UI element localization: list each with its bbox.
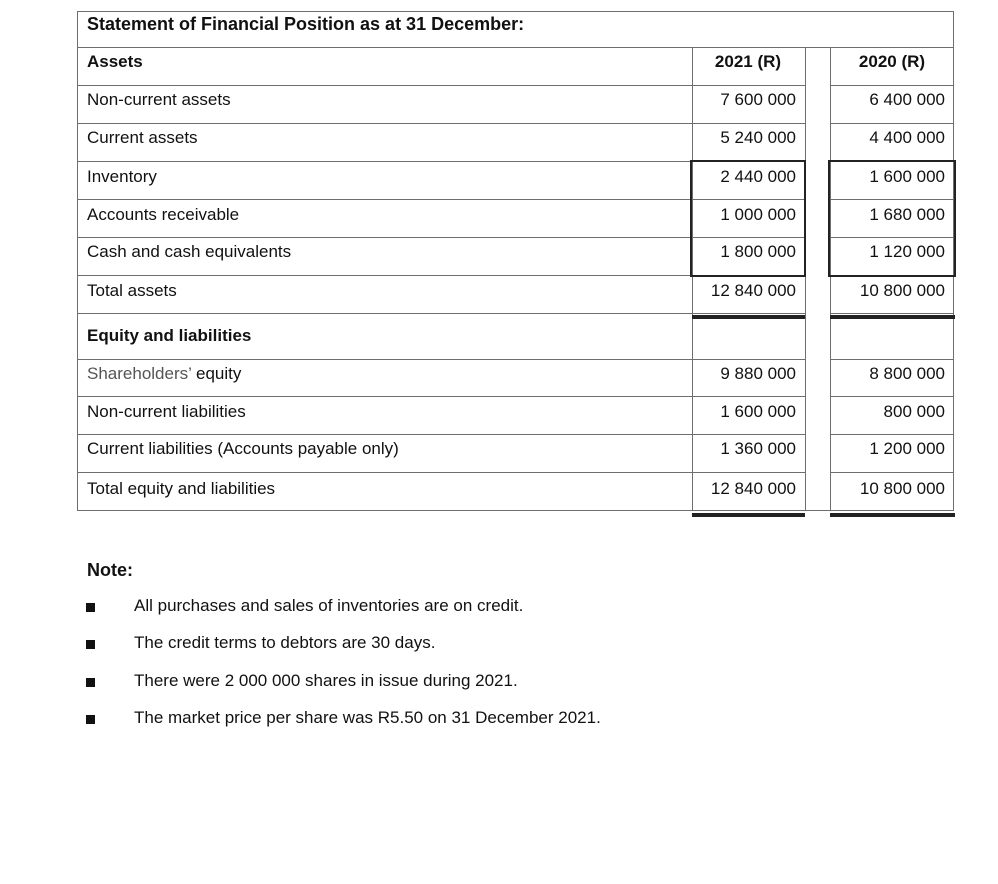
note-item: The credit terms to debtors are 30 days. — [134, 633, 436, 652]
note-item: The market price per share was R5.50 on 31 December 2021. — [134, 708, 601, 727]
row-label-cash: Cash and cash equivalents — [87, 242, 292, 261]
row-label-accounts-receivable: Accounts receivable — [87, 205, 240, 224]
label-part: equity — [191, 364, 242, 383]
note-item: There were 2 000 000 shares in issue during 2021. — [134, 671, 518, 690]
value-2020: 1 600 000 — [869, 167, 945, 186]
bullet-icon — [86, 603, 95, 612]
value-2021: 7 600 000 — [720, 90, 796, 109]
value-2020: 10 800 000 — [859, 479, 945, 498]
double-underline — [692, 513, 805, 517]
note-heading: Note: — [87, 560, 133, 580]
row-label-shareholders-equity — [87, 364, 241, 384]
value-2020: 1 120 000 — [869, 242, 945, 261]
value-2021: 9 880 000 — [720, 364, 796, 383]
label-part: Shareholders’ — [87, 364, 192, 383]
assets-heading: Assets — [87, 52, 143, 71]
value-2020: 4 400 000 — [869, 128, 945, 147]
row-label-total-assets: Total assets — [87, 281, 177, 300]
column-header-2020: 2020 (R) — [858, 52, 926, 71]
value-2021: 1 000 000 — [720, 205, 796, 224]
value-2020: 1 200 000 — [869, 439, 945, 458]
row-label-inventory: Inventory — [87, 167, 157, 186]
column-gap — [806, 48, 830, 510]
row-label-non-current-liabilities: Non-current liabilities — [87, 402, 246, 421]
row-label-total-equity-liabilities: Total equity and liabilities — [87, 479, 276, 498]
value-2020: 1 680 000 — [869, 205, 945, 224]
double-underline — [830, 315, 955, 319]
value-2021: 1 360 000 — [720, 439, 796, 458]
equity-heading: Equity and liabilities — [87, 326, 252, 345]
value-2021: 12 840 000 — [710, 479, 796, 498]
bullet-icon — [86, 715, 95, 724]
value-2020: 6 400 000 — [869, 90, 945, 109]
row-label-current-liabilities: Current liabilities (Accounts payable only) — [87, 439, 399, 458]
row-label-non-current-assets: Non-current assets — [87, 90, 231, 109]
statement-title: Statement of Financial Position as at 31 December: — [87, 14, 525, 34]
row-label-current-assets: Current assets — [87, 128, 198, 147]
value-2021: 5 240 000 — [720, 128, 796, 147]
value-2020: 10 800 000 — [859, 281, 945, 300]
value-2021: 12 840 000 — [710, 281, 796, 300]
double-underline — [830, 513, 955, 517]
value-2021: 1 800 000 — [720, 242, 796, 261]
bullet-icon — [86, 678, 95, 687]
column-header-2021: 2021 (R) — [714, 52, 782, 71]
value-2020: 800 000 — [883, 402, 945, 421]
bullet-icon — [86, 640, 95, 649]
note-item: All purchases and sales of inventories are on credit. — [134, 596, 524, 615]
value-2020: 8 800 000 — [869, 364, 945, 383]
value-2021: 2 440 000 — [720, 167, 796, 186]
double-underline — [692, 315, 805, 319]
value-2021: 1 600 000 — [720, 402, 796, 421]
